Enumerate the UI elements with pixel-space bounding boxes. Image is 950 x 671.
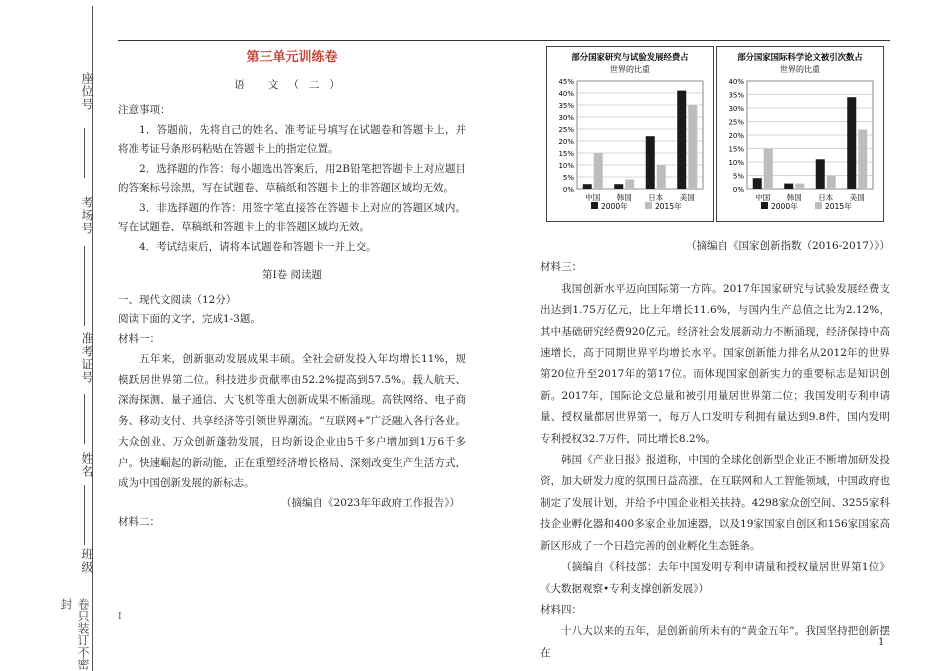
notice-heading: 注意事项： xyxy=(118,104,171,116)
y-tick-label: 30% xyxy=(558,113,574,122)
bar-2015年 xyxy=(764,149,773,190)
y-tick-label: 40% xyxy=(728,77,744,86)
bar-2000年 xyxy=(583,184,592,189)
seal-notice: 卷只装订不密封 xyxy=(59,598,90,670)
y-tick-label: 40% xyxy=(558,89,574,98)
x-tick-label: 日本 xyxy=(818,193,834,202)
chart-source: （摘编自《国家创新指数（2016-2017）》） xyxy=(686,240,890,252)
bar-2015年 xyxy=(657,165,666,189)
x-tick-label: 中国 xyxy=(755,193,771,202)
y-tick-label: 10% xyxy=(558,161,574,170)
notice-item: 4．考试结束后，请将本试题卷和答题卡一并上交。 xyxy=(139,240,377,253)
y-tick-label: 25% xyxy=(728,118,744,127)
material-3-paragraph-1: 我国创新水平迈向国际第一方阵。2017年国家研究与试验发展经费支出达到1.75万亿元，比上年增长11.6%，与国内生产总值之比为2.12%，其中基础研究经费920亿元。经济社会发展新动力不断涌现，经济保持中高速增长，高于同期世界平均增长水平。国家创新能力排名从2012年的世界第20位升至2017年的第17位。而体现国家创新实力的重要标志是知识创新。2017年，国际论文总量和被引用量居世界第二位；我国发明专利申请量、授权量都居世界第一，每万人口发明专利拥有量达到9.8件，国内发明专利授权32.7万件，同比增长8.2%。 xyxy=(540,282,890,445)
x-tick-label: 中国 xyxy=(585,193,601,202)
y-tick-label: 35% xyxy=(558,101,574,110)
x-tick-label: 韩国 xyxy=(616,193,632,202)
x-tick-label: 美国 xyxy=(849,193,865,202)
legend-label: 2015年 xyxy=(655,202,682,211)
chart-title: 部分国家国际科学论文被引次数占 xyxy=(737,52,863,62)
y-tick-label: 0% xyxy=(562,185,574,194)
admission-number-blank[interactable] xyxy=(84,394,85,444)
bar-2015年 xyxy=(858,130,867,189)
bar-2000年 xyxy=(614,184,623,189)
material-3-source: （摘编自《科技部：去年中国发明专利申请量和授权量居世界第1位》《大数据观察•专利支撑创新发展》） xyxy=(540,561,890,595)
bar-2015年 xyxy=(827,176,836,190)
legend-label: 2000年 xyxy=(771,202,798,211)
section-title: 第Ⅰ卷 阅读题 xyxy=(262,269,322,281)
material-4-paragraph-1: 十八大以来的五年，是创新前所未有的“黄金五年”。我国坚持把创新摆在 xyxy=(540,625,890,659)
y-tick-label: 5% xyxy=(732,172,744,181)
material-2-label: 材料二： xyxy=(118,516,160,529)
material-3-paragraph-2: 韩国《产业日报》报道称，中国的全球化创新型企业正不断增加研发投资，加大研发力度的氛围日益高涨，在互联网和人工智能领域，中国政府也制定了发展计划，并给予中国企业相关扶持。4298家众创空间、3255家科技企业孵化器和400多家企业加速器，以及19家国家自创区和156家国家高新区形成了一个日趋完善的创业孵化生态链条。 xyxy=(540,454,890,552)
paper-title: 第三单元训练卷 xyxy=(246,50,338,65)
x-tick-label: 美国 xyxy=(679,193,695,202)
y-tick-label: 25% xyxy=(558,125,574,134)
bar-2000年 xyxy=(816,159,825,189)
bar-2000年 xyxy=(677,91,686,189)
exam-room-blank[interactable] xyxy=(84,246,85,326)
legend-swatch xyxy=(591,202,598,209)
charts-area xyxy=(540,46,890,236)
chart-paper-citations-svg xyxy=(717,47,883,221)
notice-item: 1．答题前，先将自己的姓名、准考证号填写在试题卷和答题卡上，并将准考证号条形码粘贴在答题卡上的指定位置。 xyxy=(118,123,466,155)
y-tick-label: 10% xyxy=(728,158,744,167)
bar-2000年 xyxy=(847,97,856,189)
header-rule xyxy=(118,40,890,41)
legend-label: 2000年 xyxy=(601,202,628,211)
chart-subtitle: 世界的比重 xyxy=(780,65,820,74)
bar-2000年 xyxy=(646,136,655,189)
legend-swatch xyxy=(761,202,768,209)
y-tick-label: 15% xyxy=(728,145,744,154)
x-tick-label: 韩国 xyxy=(786,193,802,202)
chart-rd-expenditure-svg xyxy=(547,47,713,221)
y-tick-label: 5% xyxy=(562,173,574,182)
left-column xyxy=(118,46,466,533)
bar-2015年 xyxy=(594,153,603,189)
y-tick-label: 45% xyxy=(558,77,574,86)
bar-2000年 xyxy=(784,184,793,189)
material-1-label: 材料一： xyxy=(118,332,160,345)
paper-subtitle: 语 文（二） xyxy=(234,78,350,91)
exam-room-label: 考场号 xyxy=(80,196,94,235)
class-label: 班级 xyxy=(80,548,94,574)
question-instruction: 阅读下面的文字，完成1-3题。 xyxy=(118,313,261,325)
bar-2000年 xyxy=(753,178,762,189)
chart-subtitle: 世界的比重 xyxy=(610,65,650,74)
notice-item: 2．选择题的作答：每小题选出答案后，用2B铅笔把答题卡上对应题目的答案标号涂黑，写在试题卷、草稿纸和答题卡上的非答题区域均无效。 xyxy=(118,162,466,194)
bar-2015年 xyxy=(688,105,697,189)
y-tick-label: 20% xyxy=(558,137,574,146)
name-blank[interactable] xyxy=(84,485,85,545)
y-tick-label: 35% xyxy=(728,91,744,100)
margin-mark: I xyxy=(118,612,122,622)
y-tick-label: 15% xyxy=(558,149,574,158)
question-heading: 一、现代文阅读（12分） xyxy=(118,293,237,306)
notice-item: 3．非选择题的作答：用签字笔直接答在答题卡上对应的答题区域内。写在试题卷、草稿纸和答题卡上的非答题区域均无效。 xyxy=(118,201,466,233)
material-3-label: 材料三： xyxy=(540,261,582,274)
legend-swatch xyxy=(645,202,652,209)
y-tick-label: 0% xyxy=(732,185,744,194)
legend-label: 2015年 xyxy=(825,202,852,211)
right-column xyxy=(540,46,890,664)
name-label: 姓名 xyxy=(80,452,94,478)
y-tick-label: 30% xyxy=(728,104,744,113)
seat-number-label: 座位号 xyxy=(80,72,94,111)
material-1-text: 五年来，创新驱动发展成果丰硕。全社会研发投入年均增长11%，规模跃居世界第二位。科技进步贡献率由52.2%提高到57.5%。载人航天、深海探测、量子通信、大飞机等重大创新成果不断涌现。高铁网络、电子商务、移动支付、共享经济等引领世界潮流。“互联网+”广泛融入各行各业。大众创业、万众创新蓬勃发展，日均新设企业由5千多户增加到1万6千多户。快速崛起的新动能，正在重塑经济增长格局、深刻改变生产生活方式，成为中国创新发展的新标志。 xyxy=(118,353,466,490)
binding-margin xyxy=(0,0,110,671)
material-1-source: （摘编自《2023年年政府工作报告》） xyxy=(281,496,460,509)
bar-2015年 xyxy=(625,179,634,189)
seat-number-blank[interactable] xyxy=(84,128,85,178)
material-4-label: 材料四： xyxy=(540,603,582,616)
chart-rd-expenditure xyxy=(546,46,714,222)
bar-2015年 xyxy=(795,184,804,189)
chart-paper-citations xyxy=(716,46,884,222)
page-number: 1 xyxy=(878,637,885,648)
legend-swatch xyxy=(815,202,822,209)
chart-title: 部分国家研究与试验发展经费占 xyxy=(571,52,689,62)
x-tick-label: 日本 xyxy=(648,193,664,202)
admission-number-label: 准考证号 xyxy=(80,332,94,384)
y-tick-label: 20% xyxy=(728,131,744,140)
